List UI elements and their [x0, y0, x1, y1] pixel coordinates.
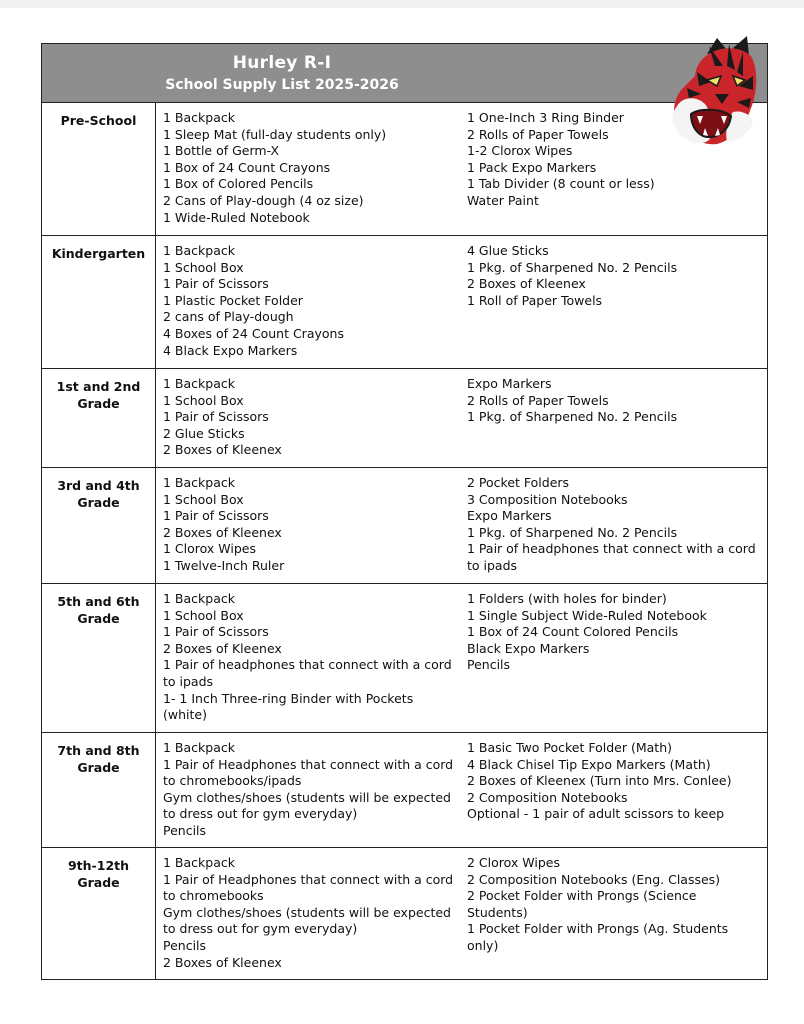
supply-item: 2 Rolls of Paper Towels — [467, 126, 609, 142]
supply-column-left — [156, 468, 461, 583]
supply-item: 2 Pocket Folders — [467, 475, 570, 490]
supply-list-table — [41, 43, 768, 980]
supply-column-right — [461, 369, 761, 467]
supply-item: Water Paint — [467, 192, 539, 208]
supply-item: Expo Markers — [467, 508, 552, 524]
supply-item: 2 Boxes of Kleenex — [163, 524, 282, 540]
supply-item: 1 Folders (with holes for binder) — [467, 591, 667, 606]
supply-item: 1 Pair of Scissors — [163, 624, 269, 640]
supply-item: 1 Box of 24 Count Colored Pencils — [467, 624, 679, 640]
supply-item: 2 Composition Notebooks (Eng. Classes) — [467, 871, 721, 887]
supply-item: 1 School Box — [163, 259, 244, 275]
supply-item: 1 Pocket Folder with Prongs (Ag. Students only) — [467, 921, 729, 953]
supply-column-left — [156, 584, 461, 732]
grade-label: 7th and 8th Grade — [42, 733, 156, 847]
grade-label: 3rd and 4th Grade — [42, 468, 156, 583]
supply-item: 1 Tab Divider (8 count or less) — [467, 176, 655, 192]
supply-item: 1 Pair of Scissors — [163, 276, 269, 292]
table-row — [42, 369, 767, 468]
supply-item: 1 Backpack — [163, 740, 235, 755]
page-top-strip — [0, 0, 804, 8]
supply-item: 2 Boxes of Kleenex — [163, 442, 282, 458]
grade-label: 1st and 2nd Grade — [42, 369, 156, 467]
supply-item: 1 One-Inch 3 Ring Binder — [467, 110, 624, 125]
table-row — [42, 236, 767, 369]
grade-label: 9th-12th Grade — [42, 848, 156, 979]
supply-item: 2 Cans of Play-dough (4 oz size) — [163, 192, 364, 208]
supply-item: 1 Backpack — [163, 475, 235, 490]
supply-item: 1 School Box — [163, 607, 244, 623]
supply-item: 1 Clorox Wipes — [163, 541, 256, 557]
supply-item: 1 Single Subject Wide-Ruled Notebook — [467, 607, 707, 623]
supply-item: 2 Clorox Wipes — [467, 855, 560, 870]
supply-item: 1 Pair of Scissors — [163, 508, 269, 524]
supply-item: 2 Rolls of Paper Towels — [467, 392, 609, 408]
supply-item: 1 Plastic Pocket Folder — [163, 292, 303, 308]
table-row — [42, 848, 767, 979]
grade-label: Pre-School — [42, 103, 156, 235]
supply-item: 1 Pair of headphones that connect with a cord to ipads — [467, 541, 756, 573]
grade-label: 5th and 6th Grade — [42, 584, 156, 732]
supply-item: 1 Basic Two Pocket Folder (Math) — [467, 740, 672, 755]
list-title: School Supply List 2025-2026 — [165, 77, 399, 93]
supply-item: 1 Backpack — [163, 110, 235, 125]
school-name: Hurley R-I — [232, 53, 332, 73]
supply-item: 1 Sleep Mat (full-day students only) — [163, 126, 387, 142]
supply-item: 2 cans of Play-dough — [163, 309, 294, 325]
supply-item: 1 Pair of Headphones that connect with a cord to chromebooks — [163, 871, 454, 904]
supply-item: 2 Boxes of Kleenex — [467, 276, 586, 292]
supply-column-left — [156, 369, 461, 467]
supply-item: 1 Backpack — [163, 855, 235, 870]
supply-item: 2 Boxes of Kleenex — [163, 954, 282, 970]
supply-item: 3 Composition Notebooks — [467, 491, 628, 507]
table-row — [42, 468, 767, 584]
supply-item: 2 Pocket Folder with Prongs (Science Students) — [467, 888, 697, 920]
supply-item: 4 Glue Sticks — [467, 243, 549, 258]
supply-item: 1 Bottle of Germ-X — [163, 143, 280, 159]
supply-item: 1 Pkg. of Sharpened No. 2 Pencils — [467, 524, 678, 540]
supply-item: 1 School Box — [163, 491, 244, 507]
supply-item: 4 Black Expo Markers — [163, 342, 298, 358]
supply-item: 2 Composition Notebooks — [467, 789, 628, 805]
supply-item: 1 Pkg. of Sharpened No. 2 Pencils — [467, 409, 678, 425]
tiger-mascot-icon — [637, 36, 759, 154]
supply-column-right — [461, 468, 761, 583]
supply-item: Black Expo Markers — [467, 640, 590, 656]
supply-item: 1- 1 Inch Three-ring Binder with Pockets (white) — [163, 690, 414, 723]
supply-item: 1-2 Clorox Wipes — [467, 143, 573, 159]
supply-item: 1 Pair of headphones that connect with a cord to ipads — [163, 657, 452, 689]
supply-item: 1 Pair of Scissors — [163, 409, 269, 425]
supply-column-left — [156, 733, 461, 847]
supply-column-right — [461, 733, 761, 847]
supply-column-right — [461, 584, 761, 732]
supply-item: 1 Pkg. of Sharpened No. 2 Pencils — [467, 259, 678, 275]
grade-label: Kindergarten — [42, 236, 156, 368]
supply-item: 2 Boxes of Kleenex (Turn into Mrs. Conlee) — [467, 773, 732, 789]
supply-item: 1 School Box — [163, 392, 244, 408]
supply-column-left — [156, 103, 461, 235]
supply-item: 1 Box of Colored Pencils — [163, 176, 314, 192]
table-header — [42, 44, 767, 103]
supply-item: Gym clothes/shoes (students will be expected to dress out for gym everyday) — [163, 904, 451, 937]
supply-item: Expo Markers — [467, 376, 552, 391]
supply-item: 1 Pack Expo Markers — [467, 159, 597, 175]
supply-item: 2 Boxes of Kleenex — [163, 640, 282, 656]
supply-item: 2 Glue Sticks — [163, 425, 245, 441]
supply-item: 1 Backpack — [163, 376, 235, 391]
supply-item: Pencils — [163, 822, 207, 838]
supply-column-right — [461, 848, 761, 979]
supply-item: 1 Roll of Paper Towels — [467, 292, 603, 308]
supply-item: 1 Wide-Ruled Notebook — [163, 209, 310, 225]
table-row — [42, 584, 767, 733]
supply-column-left — [156, 848, 461, 979]
supply-item: 1 Backpack — [163, 591, 235, 606]
supply-item: Pencils — [467, 657, 511, 673]
supply-item: Gym clothes/shoes (students will be expected to dress out for gym everyday) — [163, 789, 451, 822]
supply-item: 1 Backpack — [163, 243, 235, 258]
supply-column-right — [461, 236, 761, 368]
supply-item: Pencils — [163, 937, 207, 953]
supply-column-left — [156, 236, 461, 368]
table-row — [42, 733, 767, 848]
supply-item: 4 Black Chisel Tip Expo Markers (Math) — [467, 756, 711, 772]
supply-item: Optional - 1 pair of adult scissors to keep — [467, 806, 725, 822]
supply-item: 1 Twelve-Inch Ruler — [163, 557, 285, 573]
supply-item: 4 Boxes of 24 Count Crayons — [163, 325, 344, 341]
supply-item: 1 Pair of Headphones that connect with a cord to chromebooks/ipads — [163, 756, 454, 789]
supply-item: 1 Box of 24 Count Crayons — [163, 159, 331, 175]
